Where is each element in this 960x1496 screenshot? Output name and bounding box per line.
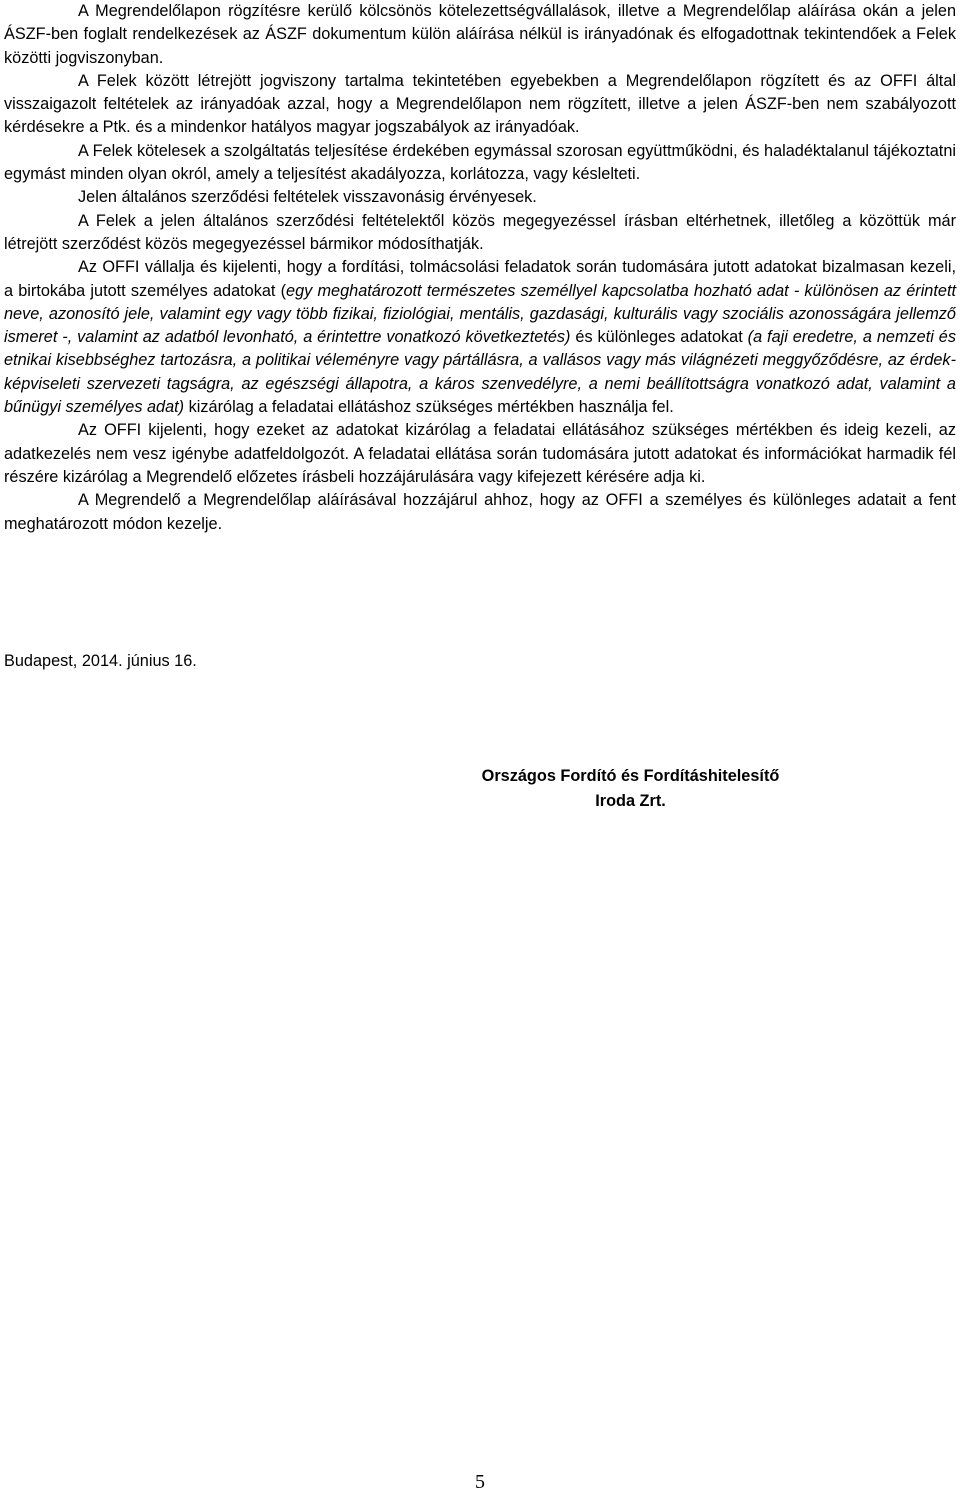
paragraph: A Megrendelő a Megrendelőlap aláírásával hozzájárul ahhoz, hogy az OFFI a személyes és különleges adatait a fent meghatározott módon kezelje. xyxy=(4,491,956,533)
paragraph: Jelen általános szerződési feltételek visszavonásig érvényesek. xyxy=(78,188,537,207)
paragraph-segment: Az OFFI vállalja és kijelenti, hogy a fordítási, tolmácsolási feladatok során tudomására jutott adatokat bizalmasan kezeli, a birtokába jutott személyes adatokat ( xyxy=(4,258,956,300)
signature-line: Országos Fordító és Fordításhitelesítő xyxy=(481,767,780,785)
paragraph-segment-italic: egy meghatározott természetes személlyel kapcsolatba hozható adat - különösen az érintett neve, azonosító jele, valamint egy vagy több fizikai, fiziológiai, mentális, gazdasági, kulturális vagy szociális azonosságára jellemző ismeret -, valamint az adatból levonható, a érintettre vonatkozó következtetés) xyxy=(4,281,956,347)
paragraph: A Felek a jelen általános szerződési feltételektől közös megegyezéssel írásban eltérhetnek, illetőleg a közöttük már létrejött szerződést közös megegyezéssel bármikor módosíthatják. xyxy=(4,211,956,253)
document-body xyxy=(4,0,956,536)
paragraph-segment: és különleges adatokat xyxy=(570,328,748,347)
paragraph: A Felek között létrejött jogviszony tartalma tekintetében egyebekben a Megrendelőlapon rögzített és az OFFI által visszaigazolt feltételek az irányadóak azzal, hogy a Megrendelőlapon nem rögzített, illetve a jelen ÁSZF-ben nem szabályozott kérdésekre a Ptk. és a mindenkor hatályos magyar jogszabályok az irányadóak. xyxy=(4,71,956,137)
paragraph-segment-italic: (a faji eredetre, a nemzeti és etnikai kisebbséghez tartozásra, a politikai véleményre vagy pártállásra, a vallásos vagy más világnézeti meggyőződésre, az érdek-képviseleti szervezeti tagságra, az egészségi állapotra, a káros szenvedélyre, a nemi beállítottságra vonatkozó adat, valamint a bűnügyi személyes adat) xyxy=(4,328,956,417)
page-number: 5 xyxy=(475,1471,485,1493)
paragraph: A Megrendelőlapon rögzítésre kerülő kölcsönös kötelezettségvállalások, illetve a Megrendelőlap aláírása okán a jelen ÁSZF-ben foglalt rendelkezések az ÁSZF dokumentum külön aláírása nélkül is irányadónak és elfogadottnak tekintendőek a Felek közötti jogviszonyban. xyxy=(4,2,956,67)
paragraph-segment: kizárólag a feladatai ellátáshoz szükséges mértékben használja fel. xyxy=(184,398,674,417)
document-page xyxy=(4,0,956,810)
signature-block xyxy=(450,764,811,814)
paragraph: A Felek kötelesek a szolgáltatás teljesítése érdekében egymással szorosan együttműködni, és haladéktalanul tájékoztatni egymást minden olyan okról, amely a teljesítést akadályozza, korlátozza, vagy késlelteti. xyxy=(4,141,956,184)
signature-line: Iroda Zrt. xyxy=(595,792,666,810)
place-date: Budapest, 2014. június 16. xyxy=(4,652,197,670)
paragraph: Az OFFI kijelenti, hogy ezeket az adatokat kizárólag a feladatai ellátásához szükséges mértékben és ideig kezeli, az adatkezelés nem vesz igénybe adatfeldolgozót. A feladatai ellátása során tudomására jutott adatokat és információkat harmadik fél részére kizárólag a Megrendelő előzetes írásbeli hozzájárulására vagy kifejezett kérésére adja ki. xyxy=(4,421,956,486)
paragraph-data-protection xyxy=(4,256,956,419)
